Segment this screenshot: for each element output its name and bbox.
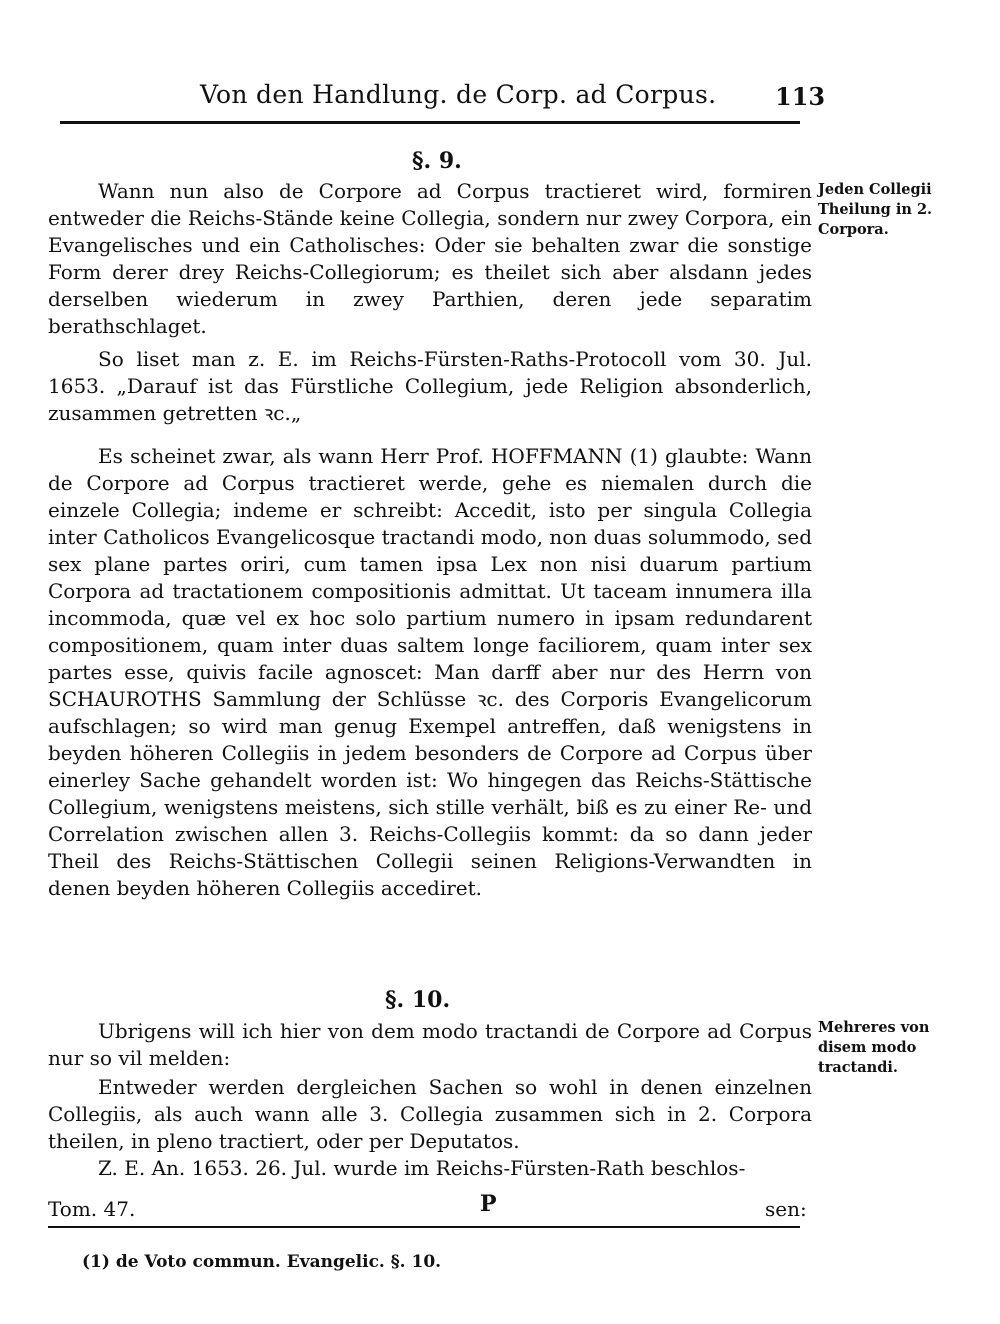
section-9-paragraph-2: So liset man z. E. im Reichs-Fürsten-Raths-Protocoll vom 30. Jul. 1653. „Darauf ist das Fürstliche Collegium, jede Religion absonderlich, zusammen getretten ꝛc.„ [48,347,812,425]
margin-note-section-9: Jeden Collegii Theilung in 2. Corpora. [818,181,933,238]
page-number: 113 [775,82,826,111]
header-rule [60,121,800,124]
section-10-paragraph-3: Z. E. An. 1653. 26. Jul. wurde im Reichs-Fürsten-Rath beschlos- [98,1156,746,1180]
signature-mark: P [480,1191,497,1217]
section-10-heading: §. 10. [385,987,451,1013]
footnote: (1) de Voto commun. Evangelic. §. 10. [82,1252,442,1272]
running-header-title: Von den Handlung. de Corp. ad Corpus. [200,80,717,109]
catchword: sen: [765,1197,807,1221]
section-10-paragraph-2: Entweder werden dergleichen Sachen so wohl in denen einzelnen Collegiis, als auch wann alle 3. Collegia zusammen sich in 2. Corpora theilen, in pleno tractiert, oder per Deputatos. [48,1075,812,1153]
footnote-rule [48,1226,800,1228]
margin-note-section-10: Mehreres von disem modo tractandi. [818,1019,930,1076]
section-9-paragraph-1: Wann nun also de Corpore ad Corpus tractieret wird, formiren entweder die Reichs-Stände keine Collegia, sondern nur zwey Corpora, ein Evangelisches und ein Catholisches: Oder sie behalten zwar die sonstige Form derer drey Reichs-Collegiorum; es theilet sich aber alsdann jedes derselben wiederum in zwey Parthien, deren jede separatim berathschlaget. [48,179,812,338]
volume-mark: Tom. 47. [48,1197,136,1221]
section-9-paragraph-3: Es scheinet zwar, als wann Herr Prof. HOFFMANN (1) glaubte: Wann de Corpore ad Corpus tractieret werde, gehe es niemalen durch die einzele Collegia; indeme er schreibt: Accedit, isto per singula Collegia inter Catholicos Evangelicosque tractandi modo, non duas solummodo, sed sex plane partes oriri, cum tamen ipsa Lex non nisi duarum partium Corpora ad tractationem compositionis admittat. Ut taceam innumera illa incommoda, quæ vel ex hoc solo partium numero in ipsam redundarent compositionem, quam inter duas saltem longe faciliorem, quam inter sex partes esse, quivis facile agnoscet: Man darff aber nur des Herrn von SCHAUROTHS Sammlung der Schlüsse ꝛc. des Corporis Evangelicorum aufschlagen; so wird man genug Exempel antreffen, daß wenigstens in beyden höheren Collegiis in jedem besonders de Corpore ad Corpus über einerley Sache gehandelt worden ist: Wo hingegen das Reichs-Stättische Collegium, wenigstens meistens, sich stille verhält, biß es zu einer Re- und Correlation zwischen allen 3. Reichs-Collegiis kommt: da so dann jeder Theil des Reichs-Stättischen Collegii seinen Religions-Verwandten in denen beyden höheren Collegiis accediret. [48,444,812,900]
section-10-paragraph-1: Ubrigens will ich hier von dem modo tractandi de Corpore ad Corpus nur so vil melden: [48,1019,812,1070]
section-9-heading: §. 9. [412,148,462,174]
